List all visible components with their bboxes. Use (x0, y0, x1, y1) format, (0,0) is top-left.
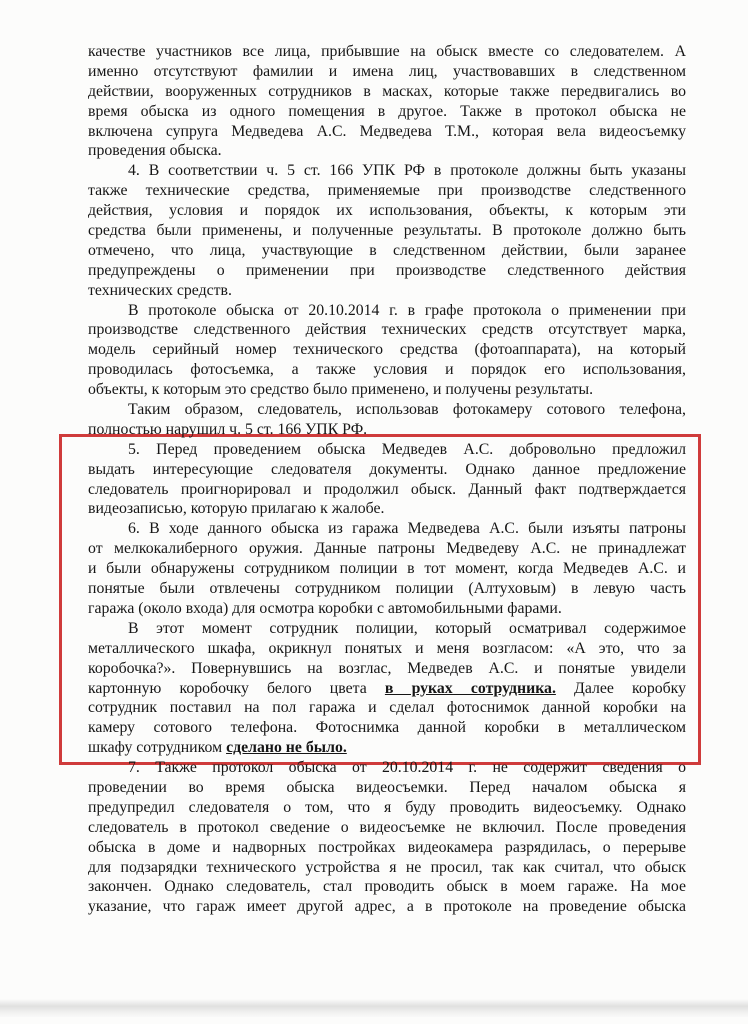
text-run: проведении во время обыска видеосъемки. Перед началом обыска я (88, 778, 686, 796)
text-line (88, 201, 686, 221)
text-line (88, 380, 686, 400)
paragraph (88, 440, 686, 520)
text-line (88, 519, 686, 539)
paragraph (88, 161, 686, 300)
document-text (88, 42, 686, 917)
text-run: отмечено, что лица, участвующие в следственном действии, были заранее (88, 241, 686, 259)
text-line (88, 619, 686, 639)
text-line (88, 122, 686, 142)
text-run: Таким образом, следователь, использовав фотокамеру сотового телефона, (128, 401, 686, 419)
text-line (88, 340, 686, 360)
paragraph (88, 619, 686, 758)
text-run: видеозаписью, которую прилагаю к жалобе. (88, 500, 385, 518)
section-after-highlight (88, 758, 686, 917)
text-line (88, 499, 686, 519)
text-run: 7. Также протокол обыска от 20.10.2014 г. не содержит сведения о (128, 759, 686, 777)
text-line (88, 102, 686, 122)
text-run: объекты, к которым это средство было применено, и получены результаты. (88, 381, 594, 399)
text-run: модель серийный номер технического средства (фотоаппарата), на который (88, 341, 686, 359)
text-line (88, 778, 686, 798)
text-line (88, 161, 686, 181)
text-line (88, 738, 686, 758)
bold-underline-text: в руках сотрудника. (384, 679, 556, 697)
text-run: камеру сотового телефона. Фотоснимка данной коробки в металлическом (88, 719, 686, 737)
text-run: действия, условия и порядок их использования, объекты, к которым эти (88, 202, 686, 220)
text-line (88, 559, 686, 579)
text-run: для подзарядки технического устройства я не просил, так как считал, что обыск (88, 858, 686, 876)
text-run: понятые были отвлечены сотрудником полиции (Алтуховым) в левую часть (88, 580, 686, 598)
section-before-highlight (88, 42, 686, 440)
text-line (88, 181, 686, 201)
text-run: следователь в протокол сведение о видеосъемке не включил. После проведения (88, 818, 686, 836)
text-line (88, 858, 686, 878)
text-run: шкафу сотрудником (88, 739, 227, 757)
scanner-artifact-band (0, 999, 748, 1017)
text-run: указание, что гараж имеет другой адрес, а в протоколе на проведение обыска (88, 898, 686, 916)
text-run: технических средств. (88, 281, 232, 299)
text-run: следователь проигнорировал и продолжил обыск. Данный факт подтверждается (88, 480, 686, 498)
text-line (88, 400, 686, 420)
text-line (88, 897, 686, 917)
text-line (88, 698, 686, 718)
text-run: предупреждены о применении при производстве следственного действия (88, 261, 686, 279)
text-run: гаража (около входа) для осмотра коробки с автомобильными фарами. (88, 599, 562, 617)
text-run: коробочка?». Повернувшись на возглас, Медведев А.С. и понятые увидели (88, 659, 686, 677)
text-run: качестве участников все лица, прибывшие на обыск вместе со следователем. А (88, 43, 686, 60)
bold-underline-text: сделано не было. (226, 739, 347, 757)
text-run: средства были применены, и полученные результаты. В протоколе должно быть (88, 222, 686, 240)
text-line (88, 42, 686, 62)
text-line (88, 798, 686, 818)
text-run: В протоколе обыска от 20.10.2014 г. в графе протокола о применении при (128, 301, 686, 319)
highlight-box (59, 434, 701, 765)
text-run: сотрудник поставил на пол гаража и сделал фотоснимок данной коробки на (88, 699, 686, 717)
text-line (88, 639, 686, 659)
text-run: производстве следственного действия технических средств отсутствует марка, (88, 321, 686, 339)
text-run: Далее коробку (555, 679, 686, 697)
text-run: 6. В ходе данного обыска из гаража Медведева А.С. были изъяты патроны (128, 520, 686, 538)
text-line (88, 82, 686, 102)
text-line (88, 539, 686, 559)
text-line (88, 360, 686, 380)
paragraph (88, 758, 686, 917)
text-run: и были обнаружены сотрудником полиции в тот момент, когда Медведев А.С. и (88, 560, 686, 578)
text-line (88, 460, 686, 480)
text-run: металлического шкафа, окрикнул понятых и меня возгласом: «А это, что за (88, 639, 686, 657)
text-run: именно отсутствуют фамилии и имена лиц, участвовавших в следственном (88, 62, 686, 80)
text-line (88, 141, 686, 161)
text-line (88, 62, 686, 82)
text-line (88, 440, 686, 460)
text-line (88, 877, 686, 897)
text-run: действии, вооруженных сотрудников в масках, которые также передвигались во (88, 82, 686, 100)
text-run: 4. В соответствии ч. 5 ст. 166 УПК РФ в протоколе должны быть указаны (128, 162, 686, 180)
text-run: картонную коробочку белого цвета (88, 679, 385, 697)
text-line (88, 221, 686, 241)
text-run: также технические средства, применяемые при производстве следственного (88, 182, 686, 200)
text-run: включена супруга Медведева А.С. Медведева Т.М., которая вела видеосъемку (88, 122, 686, 140)
text-run: обыска в доме и надворных постройках видеокамера разрядилась, о перерыве (88, 838, 686, 856)
paragraph (88, 42, 686, 161)
text-run: время обыска из одного помещения в другое. Также в протокол обыска не (88, 102, 686, 120)
text-line (88, 659, 686, 679)
text-line (88, 679, 686, 699)
text-run: 5. Перед проведением обыска Медведев А.С. добровольно предложил (128, 440, 686, 458)
text-line (88, 758, 686, 778)
text-line (88, 599, 686, 619)
text-line (88, 301, 686, 321)
text-run: проводилась фотосъемка, а также условия и порядок его использования, (88, 361, 686, 379)
text-run: закончен. Однако следователь, стал проводить обыск в моем гараже. На мое (88, 878, 686, 896)
text-run: от мелкокалиберного оружия. Данные патроны Медведеву А.С. не принадлежат (88, 540, 686, 558)
paragraph (88, 301, 686, 400)
text-line (88, 281, 686, 301)
text-run: проведения обыска. (88, 142, 222, 160)
text-run: В этот момент сотрудник полиции, который осматривал содержимое (128, 619, 686, 637)
text-line (88, 480, 686, 500)
text-line (88, 241, 686, 261)
text-line (88, 718, 686, 738)
text-run: полностью нарушил ч. 5 ст. 166 УПК РФ. (88, 420, 368, 438)
text-run: предупредил следователя о том, что я буду проводить видеосъемку. Однако (88, 798, 686, 816)
paragraph (88, 519, 686, 618)
text-line (88, 579, 686, 599)
text-line (88, 818, 686, 838)
text-run: выдать интересующие следователя документы. Однако данное предложение (88, 460, 686, 478)
text-line (88, 261, 686, 281)
text-line (88, 838, 686, 858)
text-line (88, 320, 686, 340)
